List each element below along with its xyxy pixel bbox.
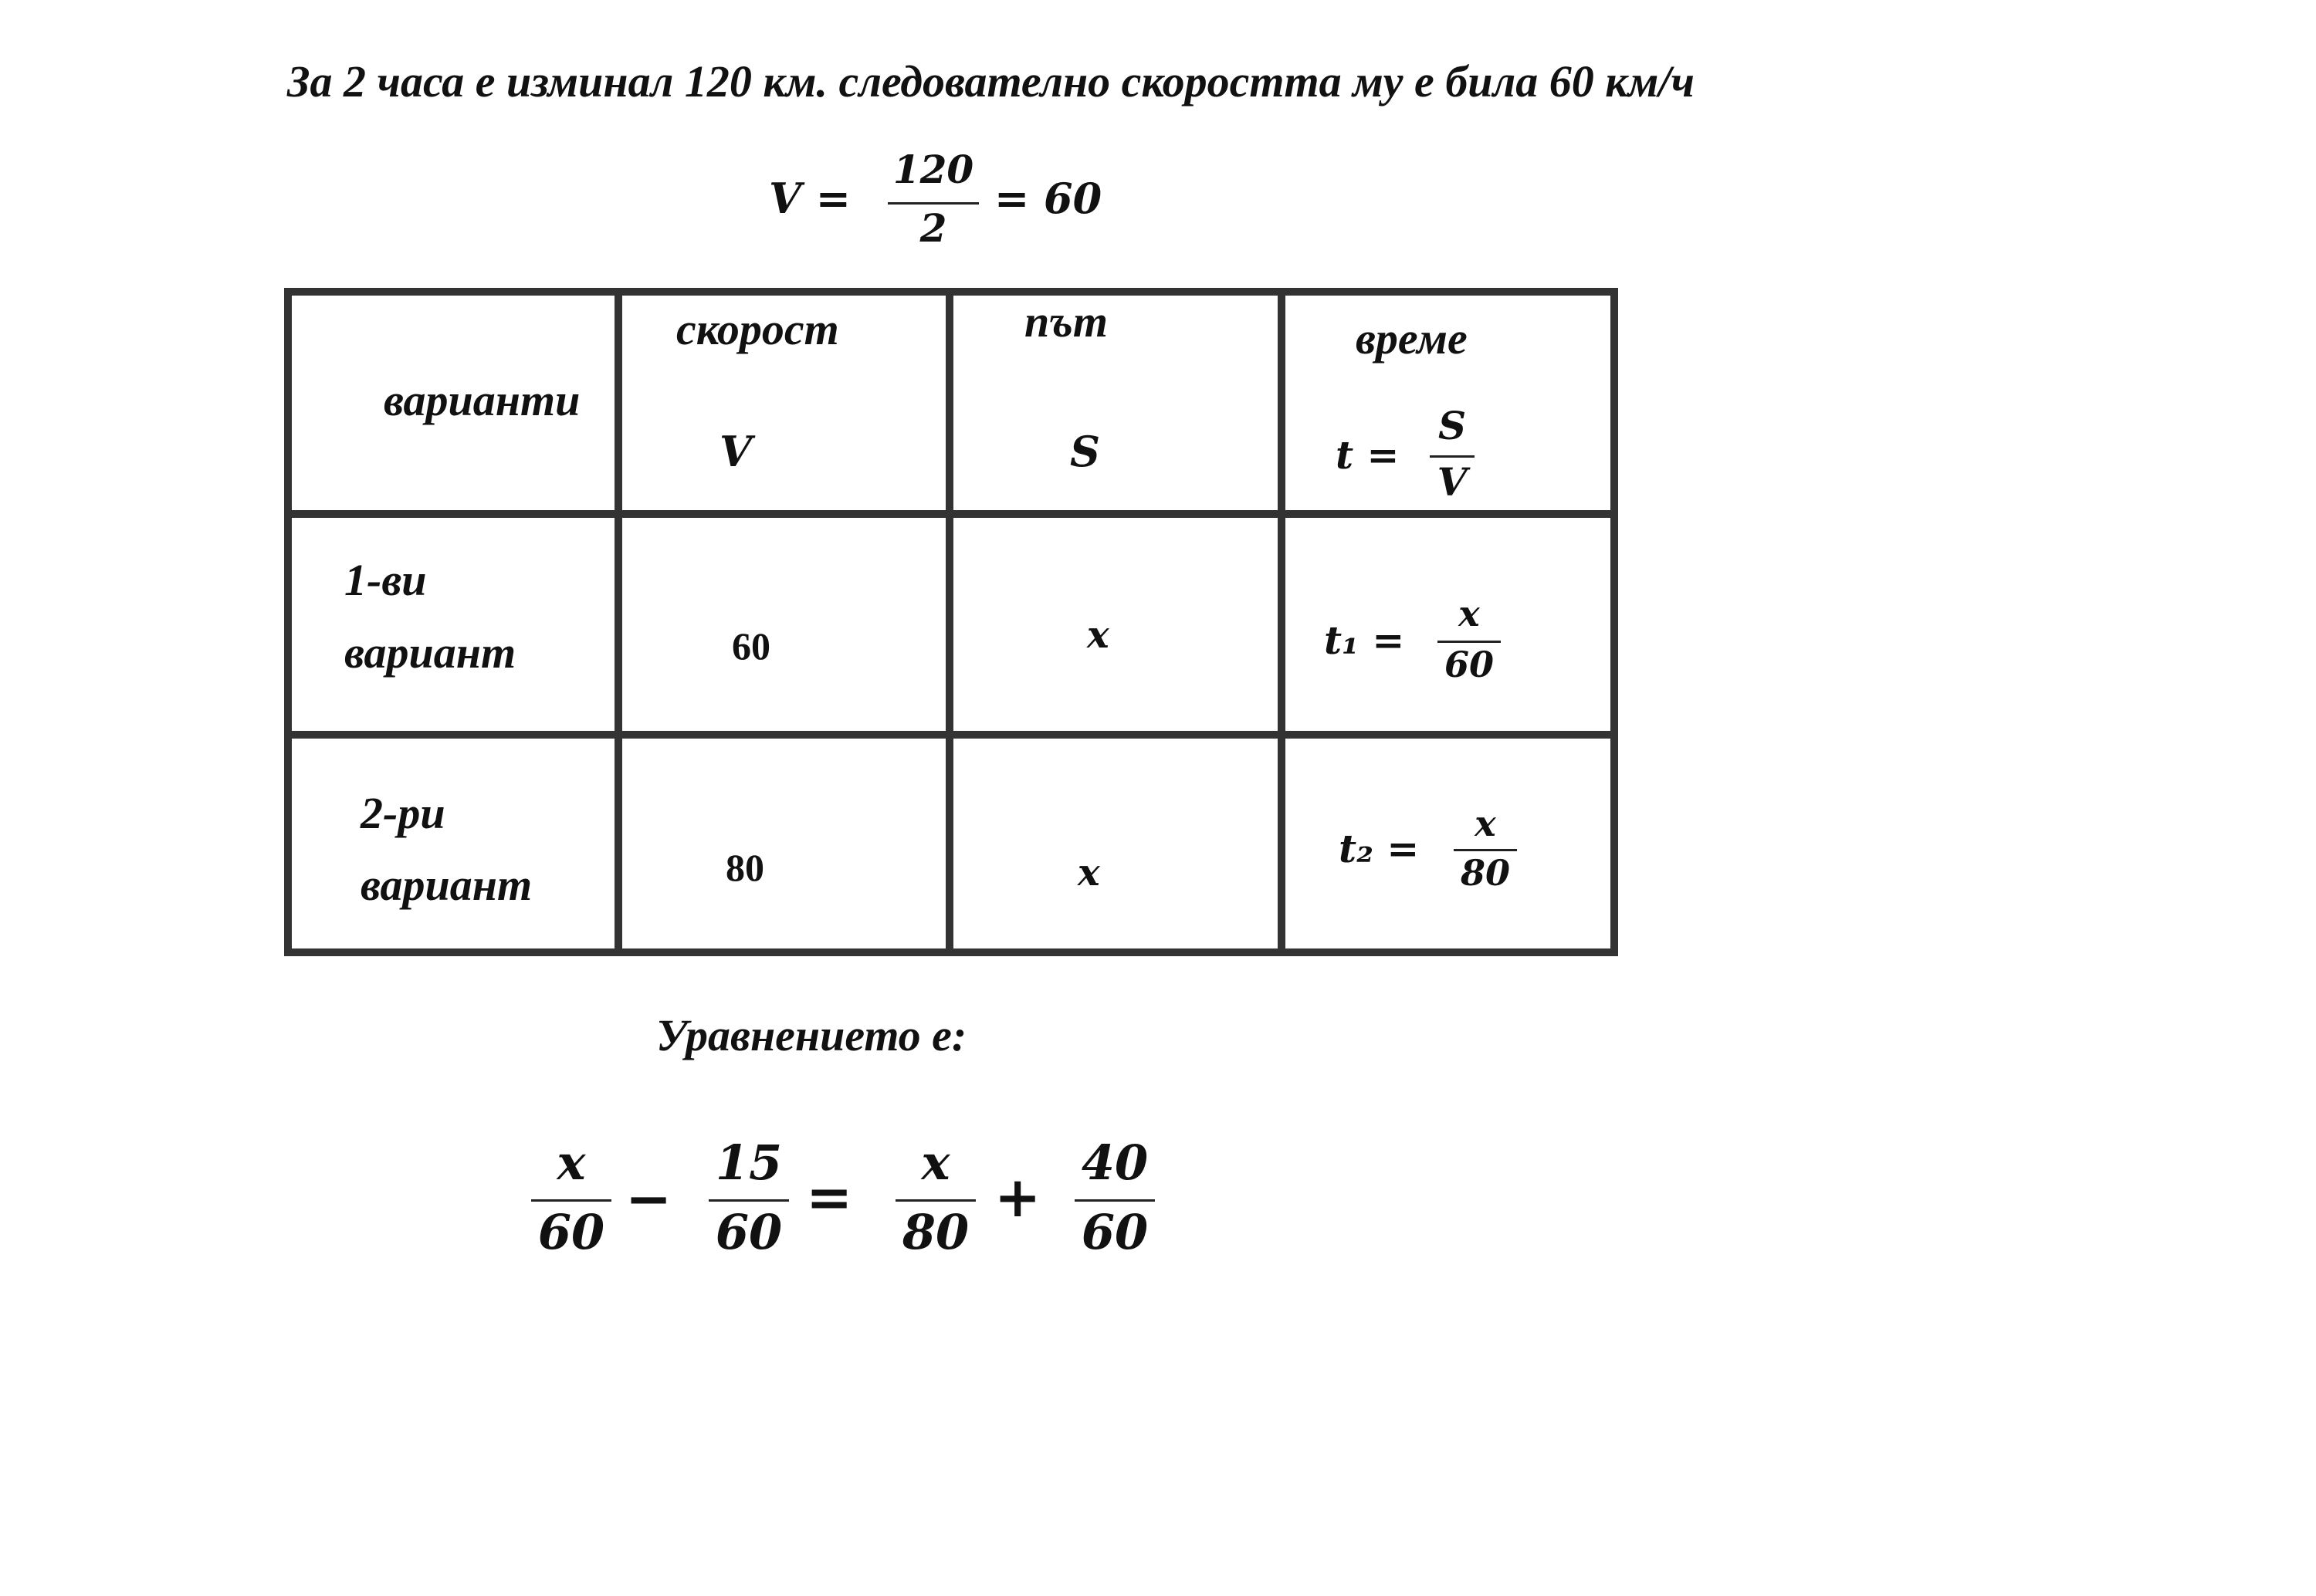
row2-variant-line2: вариант: [361, 860, 533, 910]
velocity-fraction-numerator: 120: [892, 147, 974, 192]
header-time-lhs: t =: [1336, 432, 1400, 478]
row1-speed: 60: [732, 624, 770, 668]
equation-fraction-4-denominator: 60: [1081, 1204, 1149, 1260]
velocity-lhs: V =: [769, 174, 851, 223]
equation-fraction-4: [1075, 1134, 1155, 1266]
equation-fraction-4-numerator: 40: [1081, 1134, 1149, 1191]
row1-variant-line2: вариант: [344, 627, 516, 678]
header-time-fraction: [1430, 403, 1475, 503]
equation-label: Уравнението е:: [656, 1010, 967, 1060]
fraction-bar: [709, 1199, 789, 1202]
table-border-right: [1610, 288, 1618, 956]
row1-time-lhs: t₁ =: [1324, 617, 1405, 663]
velocity-fraction: [888, 147, 979, 255]
row2-time-fraction: [1454, 803, 1517, 899]
equation-fraction-3: [896, 1134, 976, 1266]
fraction-bar: [1075, 1199, 1155, 1202]
equation-fraction-3-numerator: x: [921, 1134, 950, 1191]
header-time-denominator: V: [1437, 459, 1468, 505]
fraction-bar: [1454, 849, 1517, 851]
table-divider-2: [946, 288, 953, 956]
equation-fraction-3-denominator: 80: [902, 1204, 970, 1260]
equation-fraction-1: [531, 1134, 611, 1266]
table-row-divider-1: [284, 510, 1618, 518]
table-divider-3: [1278, 288, 1285, 956]
equation-fraction-2: [709, 1134, 789, 1266]
header-variants: варианти: [384, 375, 581, 425]
row1-time-numerator: x: [1458, 593, 1480, 634]
header-time-numerator: S: [1437, 403, 1467, 448]
row2-time-lhs: t₂ =: [1339, 826, 1420, 871]
row2-speed: 80: [726, 846, 764, 889]
equation-fraction-1-numerator: x: [557, 1134, 586, 1191]
row1-variant-line1: 1-ви: [344, 555, 427, 605]
row2-time-denominator: 80: [1460, 852, 1510, 894]
header-distance-symbol: S: [1070, 427, 1100, 476]
fraction-bar: [896, 1199, 976, 1202]
equation-fraction-2-denominator: 60: [715, 1204, 783, 1260]
table-border-left: [284, 288, 292, 956]
row1-time-fraction: [1437, 593, 1501, 689]
equation-equals: =: [806, 1164, 853, 1229]
row1-time-denominator: 60: [1444, 644, 1494, 685]
header-speed-symbol: V: [720, 427, 752, 476]
header-speed: скорост: [676, 304, 839, 354]
equation-fraction-2-numerator: 15: [715, 1134, 783, 1191]
fraction-bar: [1437, 641, 1501, 643]
velocity-result: = 60: [994, 174, 1102, 223]
table-border-top: [284, 288, 1618, 296]
equation-minus: −: [625, 1165, 672, 1231]
row2-variant-line1: 2-ри: [361, 788, 445, 838]
velocity-fraction-denominator: 2: [919, 205, 947, 251]
problem-statement: За 2 часа е изминал 120 км. следователно скоростта му е била 60 км/ч: [287, 56, 1695, 107]
row2-distance: x: [1078, 851, 1100, 894]
header-distance: път: [1024, 296, 1108, 347]
table-border-bottom: [284, 948, 1618, 956]
table-row-divider-2: [284, 731, 1618, 739]
row2-time-numerator: x: [1475, 803, 1496, 844]
fraction-bar: [1430, 455, 1475, 458]
fraction-bar: [888, 202, 979, 205]
header-time: време: [1356, 313, 1468, 363]
table-divider-1: [615, 288, 622, 956]
fraction-bar: [531, 1199, 611, 1202]
row1-distance: x: [1087, 614, 1109, 657]
equation-plus: +: [994, 1164, 1041, 1229]
equation-fraction-1-denominator: 60: [537, 1204, 605, 1260]
